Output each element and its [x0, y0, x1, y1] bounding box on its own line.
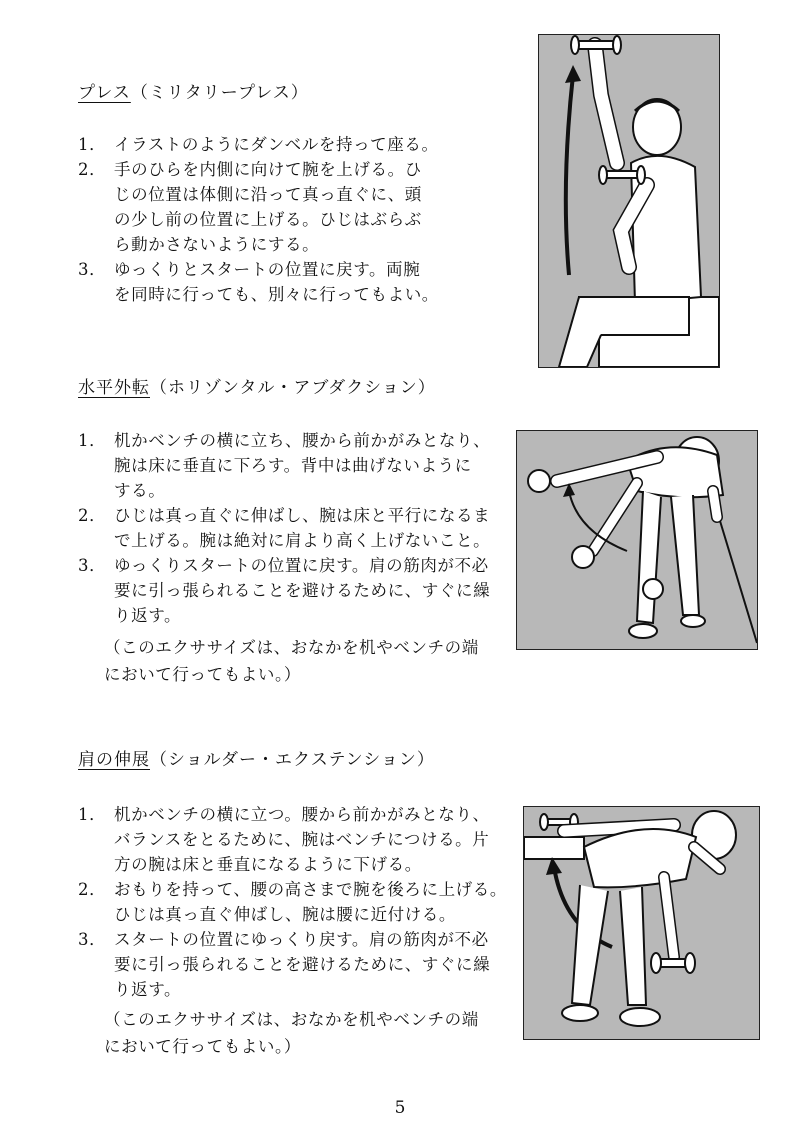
- list-item: [78, 877, 507, 927]
- section-title: [78, 78, 309, 103]
- bent-over-abduction-illustration: [516, 430, 758, 650]
- step-number: 1．: [78, 431, 107, 450]
- list-item: [78, 132, 439, 157]
- section-title: [78, 745, 435, 770]
- step-text: イラストのようにダンベルを持って座る。: [114, 135, 439, 154]
- step-text: おもりを持って、腰の高さまで腕を後ろに上げる。 ひじは真っ直ぐ伸ばし、腕は腰に近付ける。: [114, 880, 507, 924]
- section-title-sub: （ホリゾンタル・アブダクション）: [150, 378, 436, 398]
- section-title: [78, 373, 436, 398]
- list-item: [78, 428, 490, 503]
- step-text: ゆっくりスタートの位置に戻す。肩の筋肉が不必 要に引っ張られることを避けるために、すぐに繰 り返す。: [114, 556, 491, 625]
- step-text: ひじは真っ直ぐに伸ばし、腕は床と平行になるま で上げる。腕は絶対に肩より高く上げないこと。: [114, 506, 491, 550]
- step-text: ゆっくりとスタートの位置に戻す。両腕 を同時に行っても、別々に行ってもよい。: [114, 260, 439, 304]
- step-number: 2．: [78, 880, 107, 899]
- list-item: [78, 927, 507, 1002]
- section-title-main: 水平外転: [78, 378, 150, 398]
- steps-list: [78, 132, 439, 307]
- step-text: 机かベンチの横に立ち、腰から前かがみとなり、 腕は床に垂直に下ろす。背中は曲げないように する。: [114, 431, 491, 500]
- section-note: （このエクササイズは、おなかを机やベンチの端 において行ってもよい。）: [104, 1010, 479, 1056]
- page-number: 5: [394, 1098, 406, 1118]
- section-title-sub: （ショルダー・エクステンション）: [150, 750, 435, 770]
- step-text: 手のひらを内側に向けて腕を上げる。ひ じの位置は体側に沿って真っ直ぐに、頭 の少し前の位置に上げる。ひじはぶらぶ ら動かさないようにする。: [114, 160, 422, 254]
- list-item: [78, 503, 490, 553]
- list-item: [78, 802, 507, 877]
- step-number: 3．: [78, 556, 107, 575]
- steps-list: [78, 802, 507, 1002]
- step-number: 1．: [78, 135, 107, 154]
- list-item: [78, 157, 439, 257]
- step-number: 1．: [78, 805, 107, 824]
- seated-press-illustration: [538, 34, 720, 368]
- step-number: 2．: [78, 160, 107, 179]
- section-title-main: 肩の伸展: [78, 750, 150, 770]
- step-text: スタートの位置にゆっくり戻す。肩の筋肉が不必 要に引っ張られることを避けるために、すぐに繰 り返す。: [114, 930, 491, 999]
- step-text: 机かベンチの横に立つ。腰から前かがみとなり、 バランスをとるために、腕はベンチにつける。片 方の腕は床と垂直になるように下げる。: [114, 805, 490, 874]
- step-number: 3．: [78, 260, 107, 279]
- step-number: 2．: [78, 506, 107, 525]
- list-item: [78, 257, 439, 307]
- list-item: [78, 553, 490, 628]
- steps-list: [78, 428, 490, 628]
- step-number: 3．: [78, 930, 107, 949]
- shoulder-extension-illustration: [523, 806, 760, 1040]
- section-title-sub: （ミリタリープレス）: [130, 83, 309, 103]
- section-note: （このエクササイズは、おなかを机やベンチの端 において行ってもよい。）: [104, 638, 479, 684]
- section-title-main: プレス: [78, 83, 131, 103]
